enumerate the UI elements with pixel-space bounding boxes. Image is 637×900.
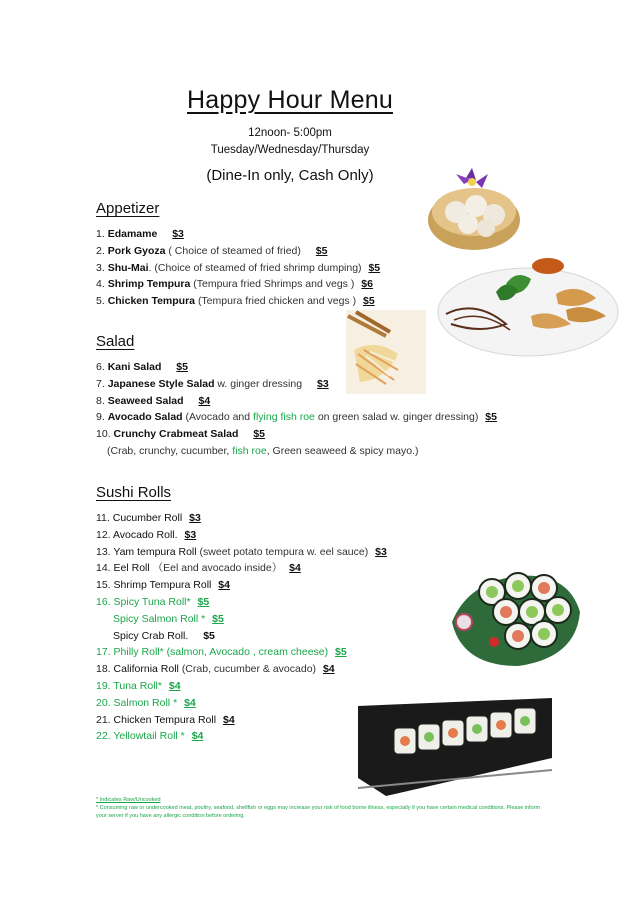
item-description-highlight: flying fish roe (253, 411, 315, 424)
item-number: 7. (96, 377, 105, 390)
salad-list (96, 359, 497, 460)
menu-item (96, 594, 387, 611)
item-price: $4 (218, 579, 230, 592)
item-number: 16. (96, 595, 111, 608)
item-name: Crunchy Crabmeat Salad (113, 428, 239, 441)
menu-item (96, 226, 380, 243)
item-price: $4 (289, 562, 301, 575)
menu-item (96, 243, 380, 260)
menu-item (96, 611, 387, 628)
item-number: 3. (96, 261, 105, 274)
item-description: (Crab, cucumber & avocado) (181, 663, 317, 676)
menu-item (96, 260, 380, 277)
item-price: $5 (197, 595, 210, 608)
item-number: 19. (96, 679, 111, 692)
item-price: $5 (212, 612, 224, 625)
item-description: ( Choice of steamed of fried) (168, 244, 301, 257)
item-name: Tuna Roll (113, 679, 158, 692)
page-title: Happy Hour Menu (187, 86, 393, 114)
description-highlight: fish roe (232, 444, 267, 457)
raw-marker: * (186, 595, 191, 608)
appetizer-list (96, 226, 380, 310)
salad-heading: Salad (96, 333, 135, 350)
item-number: 12. (96, 528, 111, 541)
menu-item (96, 577, 387, 594)
menu-item (96, 544, 387, 561)
item-number: 2. (96, 244, 105, 257)
item-number: 6. (96, 361, 105, 373)
item-name: Spicy Crab Roll. (113, 629, 189, 642)
item-description: w. ginger dressing (217, 377, 303, 390)
item-name: Japanese Style Salad (107, 377, 215, 390)
menu-item (96, 661, 387, 678)
item-name: Spicy Salmon Roll (113, 612, 199, 625)
menu-item (96, 728, 387, 745)
sushi-roll-plate-image (448, 562, 582, 668)
menu-item (96, 510, 387, 527)
menu-item (96, 628, 387, 645)
menu-item (96, 678, 387, 695)
sushi-board-image (356, 698, 554, 798)
item-price: $4 (191, 730, 204, 743)
menu-item (96, 359, 497, 376)
raw-marker: * (201, 612, 206, 625)
item-name: Chicken Tempura Roll (113, 713, 217, 726)
item-number: 14. (96, 562, 111, 575)
consumer-advisory: * Consuming raw or undercooked meat, poultry, seafood, shellfish or eggs may increase your risk of food borne illness, especially if you have certain medical conditions. Please inform your server if you have any allergic condition before ordering. (96, 805, 541, 819)
menu-item (96, 527, 387, 544)
item-name: Shrimp Tempura Roll (113, 579, 212, 592)
dine-in-note: (Dine-In only, Cash Only) (206, 167, 374, 184)
item-name: Spicy Tuna Roll (113, 595, 187, 608)
menu-item (96, 376, 497, 393)
item-price: $3 (189, 512, 201, 524)
raw-marker: * (157, 679, 162, 692)
item-number: 9. (96, 411, 105, 424)
menu-item (96, 695, 387, 712)
menu-item-description (96, 443, 497, 460)
item-number: 1. (96, 228, 105, 240)
item-price: $5 (368, 261, 381, 274)
item-number: 21. (96, 713, 111, 726)
item-price: $3 (172, 228, 184, 240)
item-price: $5 (335, 646, 347, 659)
item-number: 11. (96, 512, 110, 524)
item-price: $4 (198, 394, 211, 407)
item-number: 13. (96, 545, 111, 558)
item-name: Yam tempura Roll (113, 545, 197, 558)
item-price: $5 (485, 411, 497, 424)
raw-indicator-note: * Indicates Raw/Uncooked (96, 797, 161, 803)
item-number: 5. (96, 295, 105, 308)
menu-item (96, 409, 497, 426)
shumai-steamer-image (424, 160, 524, 258)
item-number: 10. (96, 428, 111, 441)
item-number: 18. (96, 663, 111, 676)
menu-item (96, 712, 387, 729)
item-name: Shrimp Tempura (107, 278, 191, 291)
menu-item (96, 426, 497, 443)
item-name: Pork Gyoza (107, 244, 166, 257)
item-price: $5 (315, 244, 328, 257)
raw-marker: * (180, 730, 185, 743)
item-name: Philly Roll (113, 646, 160, 659)
item-description: (Tempura fried Shrimps and vegs ) (193, 278, 355, 291)
item-price: $4 (168, 679, 181, 692)
menu-item (96, 644, 387, 661)
item-description: (Avocado and (185, 411, 254, 424)
item-description: on green salad w. ginger dressing) (314, 411, 479, 424)
item-description: (Tempura fried chicken and vegs ) (197, 295, 357, 308)
item-name: Salmon Roll (113, 696, 171, 709)
appetizer-heading: Appetizer (96, 200, 160, 217)
footer-notes (96, 796, 546, 820)
item-price: $3 (184, 528, 197, 541)
item-description: （Eel and avocado inside） (152, 562, 283, 575)
item-name: Seaweed Salad (107, 394, 184, 407)
sushi-list (96, 510, 387, 745)
item-description: (sweet potato tempura w. eel sauce) (199, 545, 369, 558)
menu-item (96, 276, 380, 293)
item-name: California Roll (113, 663, 179, 676)
item-number: 8. (96, 394, 105, 407)
item-price: $5 (253, 428, 266, 441)
item-price: $5 (363, 295, 375, 308)
hours-text: 12noon- 5:00pm (248, 127, 332, 139)
item-price: $4 (322, 663, 335, 676)
item-description: . (Choice of steamed of fried shrimp dumping) (148, 261, 362, 274)
sushi-heading: Sushi Rolls (96, 484, 172, 501)
item-price: $5 (176, 361, 188, 373)
item-name: Edamame (107, 228, 158, 240)
item-price: $5 (203, 629, 215, 642)
item-price: $4 (222, 713, 235, 726)
item-number: 20. (96, 696, 111, 709)
item-price: $3 (375, 545, 387, 558)
item-name: Yellowtail Roll (113, 730, 178, 743)
raw-marker: * (173, 696, 178, 709)
raw-marker: * (159, 646, 164, 659)
item-name: Avocado Salad (107, 411, 183, 424)
description-text: (Crab, crunchy, cucumber, (107, 444, 233, 457)
item-name: Kani Salad (107, 361, 162, 373)
description-text: , Green seaweed & spicy mayo.) (266, 444, 419, 457)
item-name: Shu-Mai (107, 261, 149, 274)
item-price: $6 (361, 278, 373, 291)
days-text: Tuesday/Wednesday/Thursday (210, 144, 370, 156)
salad-image (346, 310, 426, 394)
item-number: 4. (96, 278, 105, 291)
item-name: Avocado Roll. (112, 528, 178, 541)
item-number: 15. (96, 579, 111, 592)
menu-item (96, 560, 387, 577)
item-number: 22. (96, 730, 111, 743)
item-price: $4 (184, 696, 196, 709)
item-name: Eel Roll (113, 562, 150, 575)
menu-item (96, 393, 497, 410)
menu-item (96, 293, 380, 310)
item-name: Chicken Tempura (107, 295, 196, 308)
gyoza-plate-image (436, 254, 620, 360)
item-description: (salmon, Avocado , cream cheese) (166, 646, 329, 659)
item-price: $3 (316, 377, 329, 390)
item-number: 17. (96, 646, 111, 659)
item-name: Cucumber Roll (112, 512, 183, 524)
